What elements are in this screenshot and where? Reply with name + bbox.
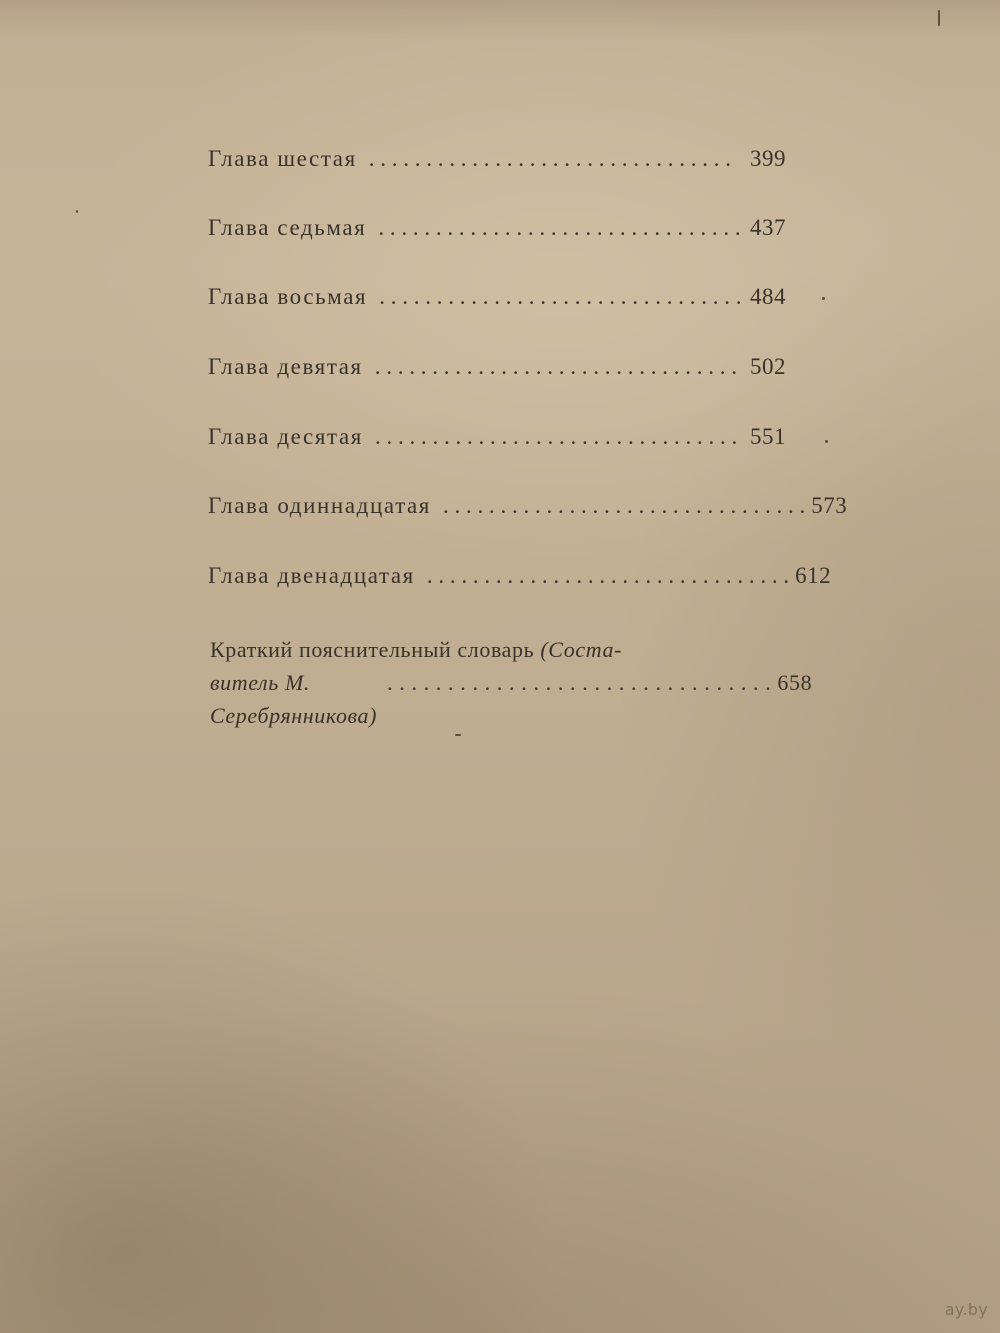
watermark: ay.by	[944, 1300, 988, 1319]
toc-entry-page: 658	[777, 670, 813, 695]
leader-dots: . . . . . . . . . . . . . . . . . . . . . . . . . . . . . . . .	[368, 146, 732, 171]
toc-entry-page: 612	[795, 563, 832, 588]
leader-dots: . . . . . . . . . . . . . . . . . . . . . . . . . . . . . . . .	[374, 424, 738, 449]
toc-entry	[208, 563, 832, 597]
toc-entry-label: Глава шестая	[208, 146, 357, 171]
toc-entry-dictionary	[210, 633, 813, 732]
dictionary-line-1	[210, 633, 788, 666]
toc-entry-label: Глава одиннадцатая	[208, 493, 431, 518]
toc-entry-page: 551	[750, 424, 786, 449]
dictionary-line-2	[210, 666, 813, 732]
leader-dots: . . . . . . . . . . . . . . . . . . . . . . . . . . . . . . . .	[443, 493, 806, 518]
toc-entry-label: Глава девятая	[208, 354, 363, 379]
toc-entry-page: 484	[750, 284, 786, 309]
toc-entry	[208, 146, 786, 180]
dictionary-compiler-end: витель М. Серебрянникова)	[210, 670, 378, 728]
toc-entry-page: 399	[750, 146, 786, 171]
dictionary-compiler-start: (Соста-	[540, 637, 622, 662]
leader-dots: . . . . . . . . . . . . . . . . . . . . . . . . . . . . . . . .	[387, 670, 772, 695]
toc-entry-label: Глава восьмая	[208, 284, 368, 309]
toc-entry-label: Глава седьмая	[208, 215, 367, 240]
toc-entry-page: 573	[811, 493, 848, 518]
leader-dots: . . . . . . . . . . . . . . . . . . . . . . . . . . . . . . . .	[379, 284, 742, 309]
toc-entry-page: 502	[750, 354, 786, 379]
toc-entry	[208, 424, 786, 458]
leader-dots: . . . . . . . . . . . . . . . . . . . . . . . . . . . . . . . .	[426, 563, 790, 588]
toc-entry	[208, 354, 786, 388]
toc-entry	[208, 215, 786, 249]
toc-entry	[208, 493, 848, 527]
toc-entry	[208, 284, 786, 318]
toc-entry-page: 437	[750, 215, 786, 240]
dictionary-title: Краткий пояснительный словарь	[210, 637, 541, 662]
leader-dots: . . . . . . . . . . . . . . . . . . . . . . . . . . . . . . . .	[378, 215, 741, 240]
leader-dots: . . . . . . . . . . . . . . . . . . . . . . . . . . . . . . . .	[374, 354, 737, 379]
toc-entry-label: Глава двенадцатая	[208, 563, 415, 588]
toc-entry-label: Глава десятая	[208, 424, 363, 449]
